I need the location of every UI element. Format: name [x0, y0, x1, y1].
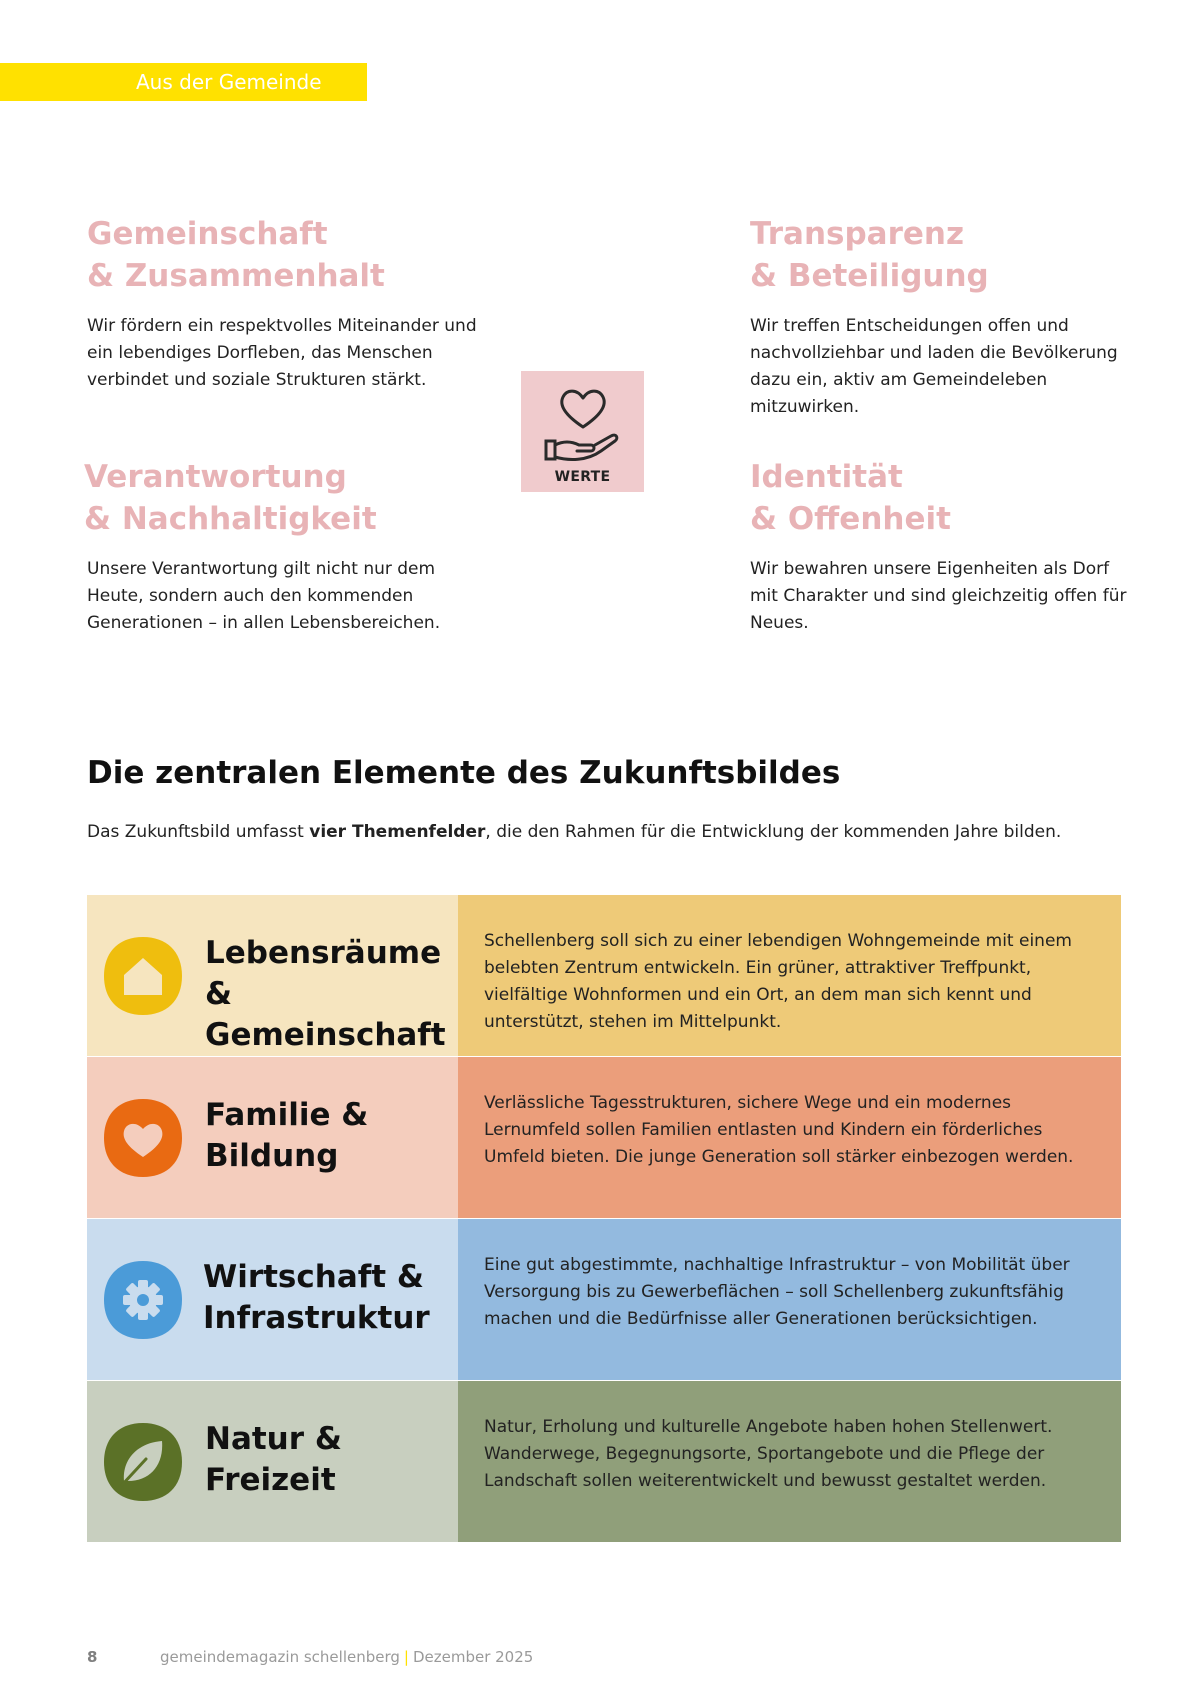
theme-description: Schellenberg soll sich zu einer lebendigen Wohngemeinde mit einem belebten Zentrum entwickeln. Ein grüner, attraktiver Treffpunkt, vielfältige Wohnformen und ein Ort, an dem man sich kennt und unterstützt, stehen im Mittelpunkt.: [484, 931, 1072, 1032]
theme-row-wirtschaft: [87, 1219, 1121, 1381]
magazine-name: gemeindemagazin schellenberg: [160, 1648, 400, 1666]
value-gemeinschaft: [87, 213, 487, 394]
theme-row-natur: [87, 1381, 1121, 1543]
werte-label: WERTE: [554, 469, 611, 485]
heart-in-hand-icon: [543, 381, 623, 469]
theme-label-cell: [87, 1219, 458, 1380]
theme-description: Eine gut abgestimmte, nachhaltige Infrastruktur – von Mobilität über Versorgung bis zu Gewerbeflächen – soll Schellenberg zukunftsfähig machen und die Bedürfnisse aller Generationen berücksichtigen.: [484, 1255, 1070, 1329]
value-text: Wir fördern ein respektvolles Miteinander und ein lebendiges Dorfleben, das Menschen verbindet und soziale Strukturen stärkt.: [87, 316, 477, 390]
gear-icon: [102, 1259, 184, 1341]
value-text: Wir treffen Entscheidungen offen und nachvollziehbar und laden die Bevölkerung dazu ein, aktiv am Gemeindeleben mitzuwirken.: [750, 316, 1118, 417]
theme-description-cell: [458, 1219, 1121, 1380]
value-text: Wir bewahren unsere Eigenheiten als Dorf mit Charakter und sind gleichzeitig offen für Neues.: [750, 559, 1127, 633]
heart-icon: [102, 1097, 184, 1179]
theme-label-cell: [87, 895, 458, 1056]
value-title: Identität & Offenheit: [750, 459, 951, 537]
page-heading: Die zentralen Elemente des Zukunftsbildes: [87, 755, 841, 791]
theme-description-cell: [458, 1381, 1121, 1542]
value-title: Verantwortung & Nachhaltigkeit: [84, 459, 377, 537]
house-icon: [102, 935, 184, 1017]
theme-title: Wirtschaft & Infrastruktur: [203, 1259, 430, 1336]
intro-text: Das Zukunftsbild umfasst vier Themenfelder, die den Rahmen für die Entwicklung der kommenden Jahre bilden.: [87, 822, 1062, 842]
footer-separator: |: [403, 1648, 409, 1666]
theme-row-familie: [87, 1057, 1121, 1219]
theme-title: Lebensräume & Gemeinschaft: [205, 935, 446, 1053]
value-transparenz: [750, 213, 1140, 421]
value-title: Transparenz & Beteiligung: [750, 216, 989, 294]
theme-description: Verlässliche Tagesstrukturen, sichere Wege und ein modernes Lernumfeld sollen Familien entlasten und Kindern ein förderliches Umfeld bieten. Die junge Generation soll stärker einbezogen werden.: [484, 1093, 1074, 1167]
issue-date: Dezember 2025: [412, 1648, 534, 1666]
themes-table: [87, 895, 1121, 1543]
theme-description-cell: [458, 895, 1121, 1056]
theme-label-cell: [87, 1381, 458, 1542]
page-footer: [87, 1648, 533, 1666]
value-title: Gemeinschaft & Zusammenhalt: [87, 216, 385, 294]
value-text: Unsere Verantwortung gilt nicht nur dem Heute, sondern auch den kommenden Generationen – in allen Lebensbereichen.: [87, 559, 441, 633]
leaf-icon: [102, 1421, 184, 1503]
value-verantwortung: [84, 456, 484, 637]
page-number: 8: [87, 1648, 98, 1666]
value-identitaet: [750, 456, 1140, 637]
section-tag: Aus der Gemeinde: [0, 63, 367, 101]
theme-label-cell: [87, 1057, 458, 1218]
theme-row-lebensraeume: [87, 895, 1121, 1057]
werte-badge: [521, 371, 644, 492]
theme-description: Natur, Erholung und kulturelle Angebote haben hohen Stellenwert. Wanderwege, Begegnungsorte, Sportangebote und die Pflege der Landschaft sollen weiterentwickelt und bewusst gestaltet werden.: [484, 1417, 1053, 1491]
theme-description-cell: [458, 1057, 1121, 1218]
theme-title: Natur & Freizeit: [205, 1421, 342, 1498]
theme-title: Familie & Bildung: [205, 1097, 369, 1174]
